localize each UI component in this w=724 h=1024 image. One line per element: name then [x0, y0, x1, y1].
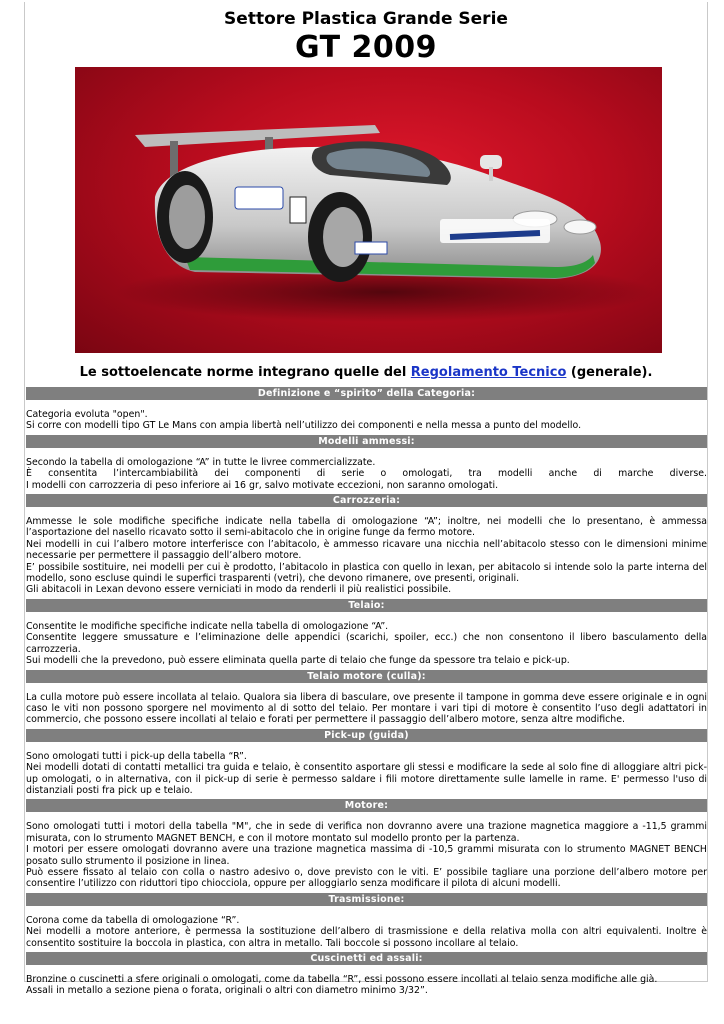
section-body-motore — [26, 812, 707, 892]
section-header-carrozzeria: Carrozzeria: — [26, 494, 707, 507]
section-line: La culla motore può essere incollata al telaio. Qualora sia libera di basculare, ove presente il tampone in gomma deve essere originale e in ogni caso le viti non possono sporgere nel movimento al di sotto del telaio. Per montare i vari tipi di motore è consentito l’uso degli adattatori in commercio, che possono essere incollati al telaio e forati per permettere il passaggio dell’albero motore, senza altre modifiche. — [26, 691, 707, 726]
intro-sentence — [25, 365, 707, 380]
section-body-modelli-ammessi — [26, 448, 707, 494]
regolamento-tecnico-link[interactable]: Regolamento Tecnico — [410, 365, 567, 380]
section-line: È consentita l’intercambiabilità dei componenti di serie o omologati, tra modelli anche di marche diverse. — [26, 468, 707, 480]
section-line: Consentite le modifiche specifiche indicate nella tabella di omologazione “A”. — [26, 620, 389, 632]
intro-text-after: (generale). — [566, 365, 653, 380]
section-header-pick-up: Pick-up (guida) — [26, 729, 707, 742]
section-body-telaio-motore — [26, 683, 707, 729]
section-line: E’ possibile sostituire, nei modelli per cui è prodotto, l’abitacolo in plastica con quello in lexan, per abitacolo si intende solo la parte interna del modello, sono escluse quindi le superfici trasparenti (vetri), che devono rimanere, ove presenti, originali. — [26, 561, 707, 585]
section-line: Sono omologati tutti i pick-up della tabella “R”. — [26, 750, 247, 762]
section-body-trasmissione — [26, 906, 707, 952]
section-header-telaio: Telaio: — [26, 599, 707, 612]
section-header-cuscinetti: Cuscinetti ed assali: — [26, 952, 707, 965]
section-body-definizione — [26, 400, 707, 435]
section-line: Nei modelli dotati di contatti metallici tra guida e telaio, è consentito asportare gli stessi e modificare la sede al solo fine di alloggiare altri pick-up omologati, o in alternativa, con il pick-up di serie è permesso saldare i fili motore direttamente sulle lamelle in rame. E' permesso l'uso di distanziali posti fra pick up e telaio. — [26, 762, 707, 796]
section-line: Secondo la tabella di omologazione “A” in tutte le livree commercializzate. — [26, 456, 376, 468]
rules-sections — [26, 387, 707, 1000]
section-header-definizione: Definizione e “spirito” della Categoria: — [26, 387, 707, 400]
document-title: GT 2009 — [294, 30, 437, 65]
section-line: Gli abitacoli in Lexan devono essere verniciati in modo da renderli il più realistici possibile. — [26, 584, 452, 596]
section-line: Si corre con modelli tipo GT Le Mans con ampia libertà nell’utilizzo dei componenti e nella messa a punto del modello. — [26, 420, 582, 432]
section-line: I motori per essere omologati dovranno avere una trazione magnetica massima di -10,5 grammi misurata con lo strumento MAGNET BENCH posato sullo strumento il posizione in linea. — [26, 844, 707, 867]
section-body-carrozzeria — [26, 507, 707, 599]
section-body-cuscinetti — [26, 965, 707, 1000]
section-line: Sono omologati tutti i motori della tabella "M", che in sede di verifica non dovranno avere una trazione magnetica maggiore a -11,5 grammi misurata, con lo strumento MAGNET BENCH, e con il motore montato sul modello pronto per la partenza. — [26, 821, 707, 844]
section-line: Bronzine o cuscinetti a sfere originali o omologati, come da tabella “R”, essi possono essere incollati al telaio senza modifiche alle già. — [26, 974, 658, 985]
section-header-telaio-motore: Telaio motore (culla): — [26, 670, 707, 683]
section-header-modelli-ammessi: Modelli ammessi: — [26, 435, 707, 448]
section-line: Corona come da tabella di omologazione “R”. — [26, 914, 240, 926]
intro-text-before: Le sottoelencate norme integrano quelle del — [79, 365, 411, 380]
section-line: Nei modelli a motore anteriore, è permessa la sostituzione dell’albero di trasmissione e della relativa molla con altri equivalenti. Inoltre è consentito sostituire la boccola in plastica, con altra in metallo. Tali boccole si possono incollare al telaio. — [26, 926, 707, 949]
section-line: Nei modelli in cui l’albero motore interferisce con l’abitacolo, è ammesso ricavare una nicchia nell’abitacolo stesso con le dimensioni minime necessarie per permettere il passaggio dell’albero motore. — [26, 538, 707, 562]
section-header-motore: Motore: — [26, 799, 707, 812]
section-line: Sui modelli che la prevedono, può essere eliminata quella parte di telaio che funge da spessore tra telaio e pick-up. — [26, 655, 570, 667]
section-line: Categoria evoluta "open". — [26, 409, 148, 420]
section-header-trasmissione: Trasmissione: — [26, 893, 707, 906]
section-body-telaio — [26, 612, 707, 670]
document-subtitle: Settore Plastica Grande Serie — [224, 9, 508, 29]
section-line: Assali in metallo a sezione piena o forata, originali o altri con diametro minimo 3/32”. — [26, 985, 428, 997]
race-car-photo — [75, 67, 662, 353]
race-car-illustration — [75, 67, 662, 353]
document-page — [24, 2, 708, 997]
section-line: Può essere fissato al telaio con colla o nastro adesivo o, dove previsto con le viti. E’ possibile tagliare una porzione dell’albero motore per consentire l’utilizzo con riduttori tipo chiocciola, oppure per alloggiarlo senza modificare il pilota di alcuni modelli. — [26, 866, 707, 890]
section-line: I modelli con carrozzeria di peso inferiore ai 16 gr, salvo motivate eccezioni, non saranno omologati. — [26, 479, 499, 491]
section-body-pick-up — [26, 742, 707, 800]
section-line: Ammesse le sole modifiche specifiche indicate nella tabella di omologazione “A”; inoltre, nei modelli che lo presentano, è ammessa l’asportazione del nasello ricavato sotto il semi-abitacolo che in origine funge da fermo motore. — [26, 516, 707, 539]
section-line: Consentite leggere smussature e l’eliminazione delle appendici (scarichi, spoiler, ecc.) che non consentono il libero basculamento della carrozzeria. — [26, 632, 707, 655]
